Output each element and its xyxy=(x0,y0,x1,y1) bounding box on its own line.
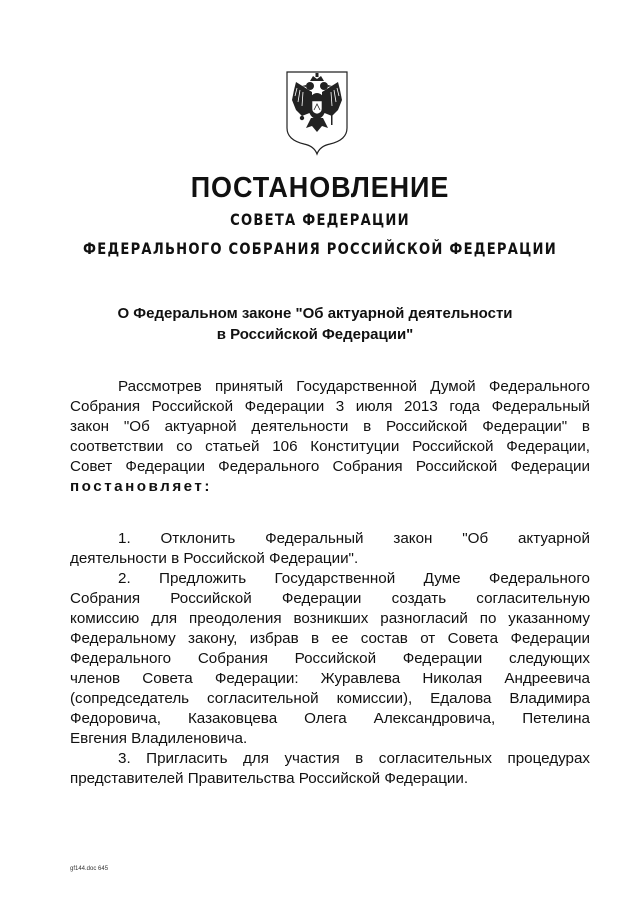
preamble-line: закон "Об актуарной деятельности в Российской Федерации" в xyxy=(70,418,590,435)
item-2-line: членов Совета Федерации: Журавлева Николая Андреевича xyxy=(70,670,590,687)
item-1-line: деятельности в Российской Федерации". xyxy=(70,550,359,567)
item-2-line: Федерального Собрания Российской Федерации следующих xyxy=(70,650,590,667)
item-2-line: 2. Предложить Государственной Думе Федерального xyxy=(118,570,590,587)
item-2-line: Собрания Российской Федерации создать согласительную xyxy=(70,590,590,607)
subject-line: в Российской Федерации" xyxy=(216,326,414,343)
preamble-line: Собрания Российской Федерации 3 июля 2013 года Федеральный xyxy=(70,398,590,415)
preamble-line: Рассмотрев принятый Государственной Думой Федерального xyxy=(118,378,590,395)
issuing-body-line-1: СОВЕТА ФЕДЕРАЦИИ xyxy=(230,210,410,229)
subject-line: О Федеральном законе "Об актуарной деятельности xyxy=(117,305,513,322)
preamble-line: Совет Федерации Федерального Собрания Российской Федерации xyxy=(70,458,590,475)
file-reference: gf144.doc 645 xyxy=(70,866,109,872)
preamble-paragraph xyxy=(70,377,590,497)
coat-of-arms-emblem xyxy=(282,66,352,156)
item-2-paragraph xyxy=(70,569,590,749)
item-2-line: (сопредседатель согласительной комиссии), Едалова Владимира xyxy=(70,690,590,707)
document-title: ПОСТАНОВЛЕНИЕ xyxy=(190,172,450,204)
item-3-line: представителей Правительства Российской Федерации. xyxy=(70,770,469,787)
item-2-line: Федоровича, Казаковцева Олега Александровича, Петелина xyxy=(70,710,590,727)
item-2-line: комиссию для преодоления возникших разногласий по указанному xyxy=(70,610,590,627)
item-2-line: Евгения Владиленовича. xyxy=(70,730,248,747)
document-subject xyxy=(80,303,550,345)
resolves-word: постановляет: xyxy=(70,478,212,495)
preamble-line: соответствии со статьей 106 Конституции Российской Федерации, xyxy=(70,438,590,455)
item-3-line: 3. Пригласить для участия в согласительных процедурах xyxy=(118,750,590,767)
issuing-body-line-2: ФЕДЕРАЛЬНОГО СОБРАНИЯ РОССИЙСКОЙ ФЕДЕРАЦИИ xyxy=(83,239,557,258)
item-2-line: Федеральному закону, избрав в ее состав от Совета Федерации xyxy=(70,630,590,647)
item-1-line: 1. Отклонить Федеральный закон "Об актуарной xyxy=(118,530,590,547)
item-3-paragraph xyxy=(70,749,590,789)
item-1-paragraph xyxy=(70,529,590,569)
